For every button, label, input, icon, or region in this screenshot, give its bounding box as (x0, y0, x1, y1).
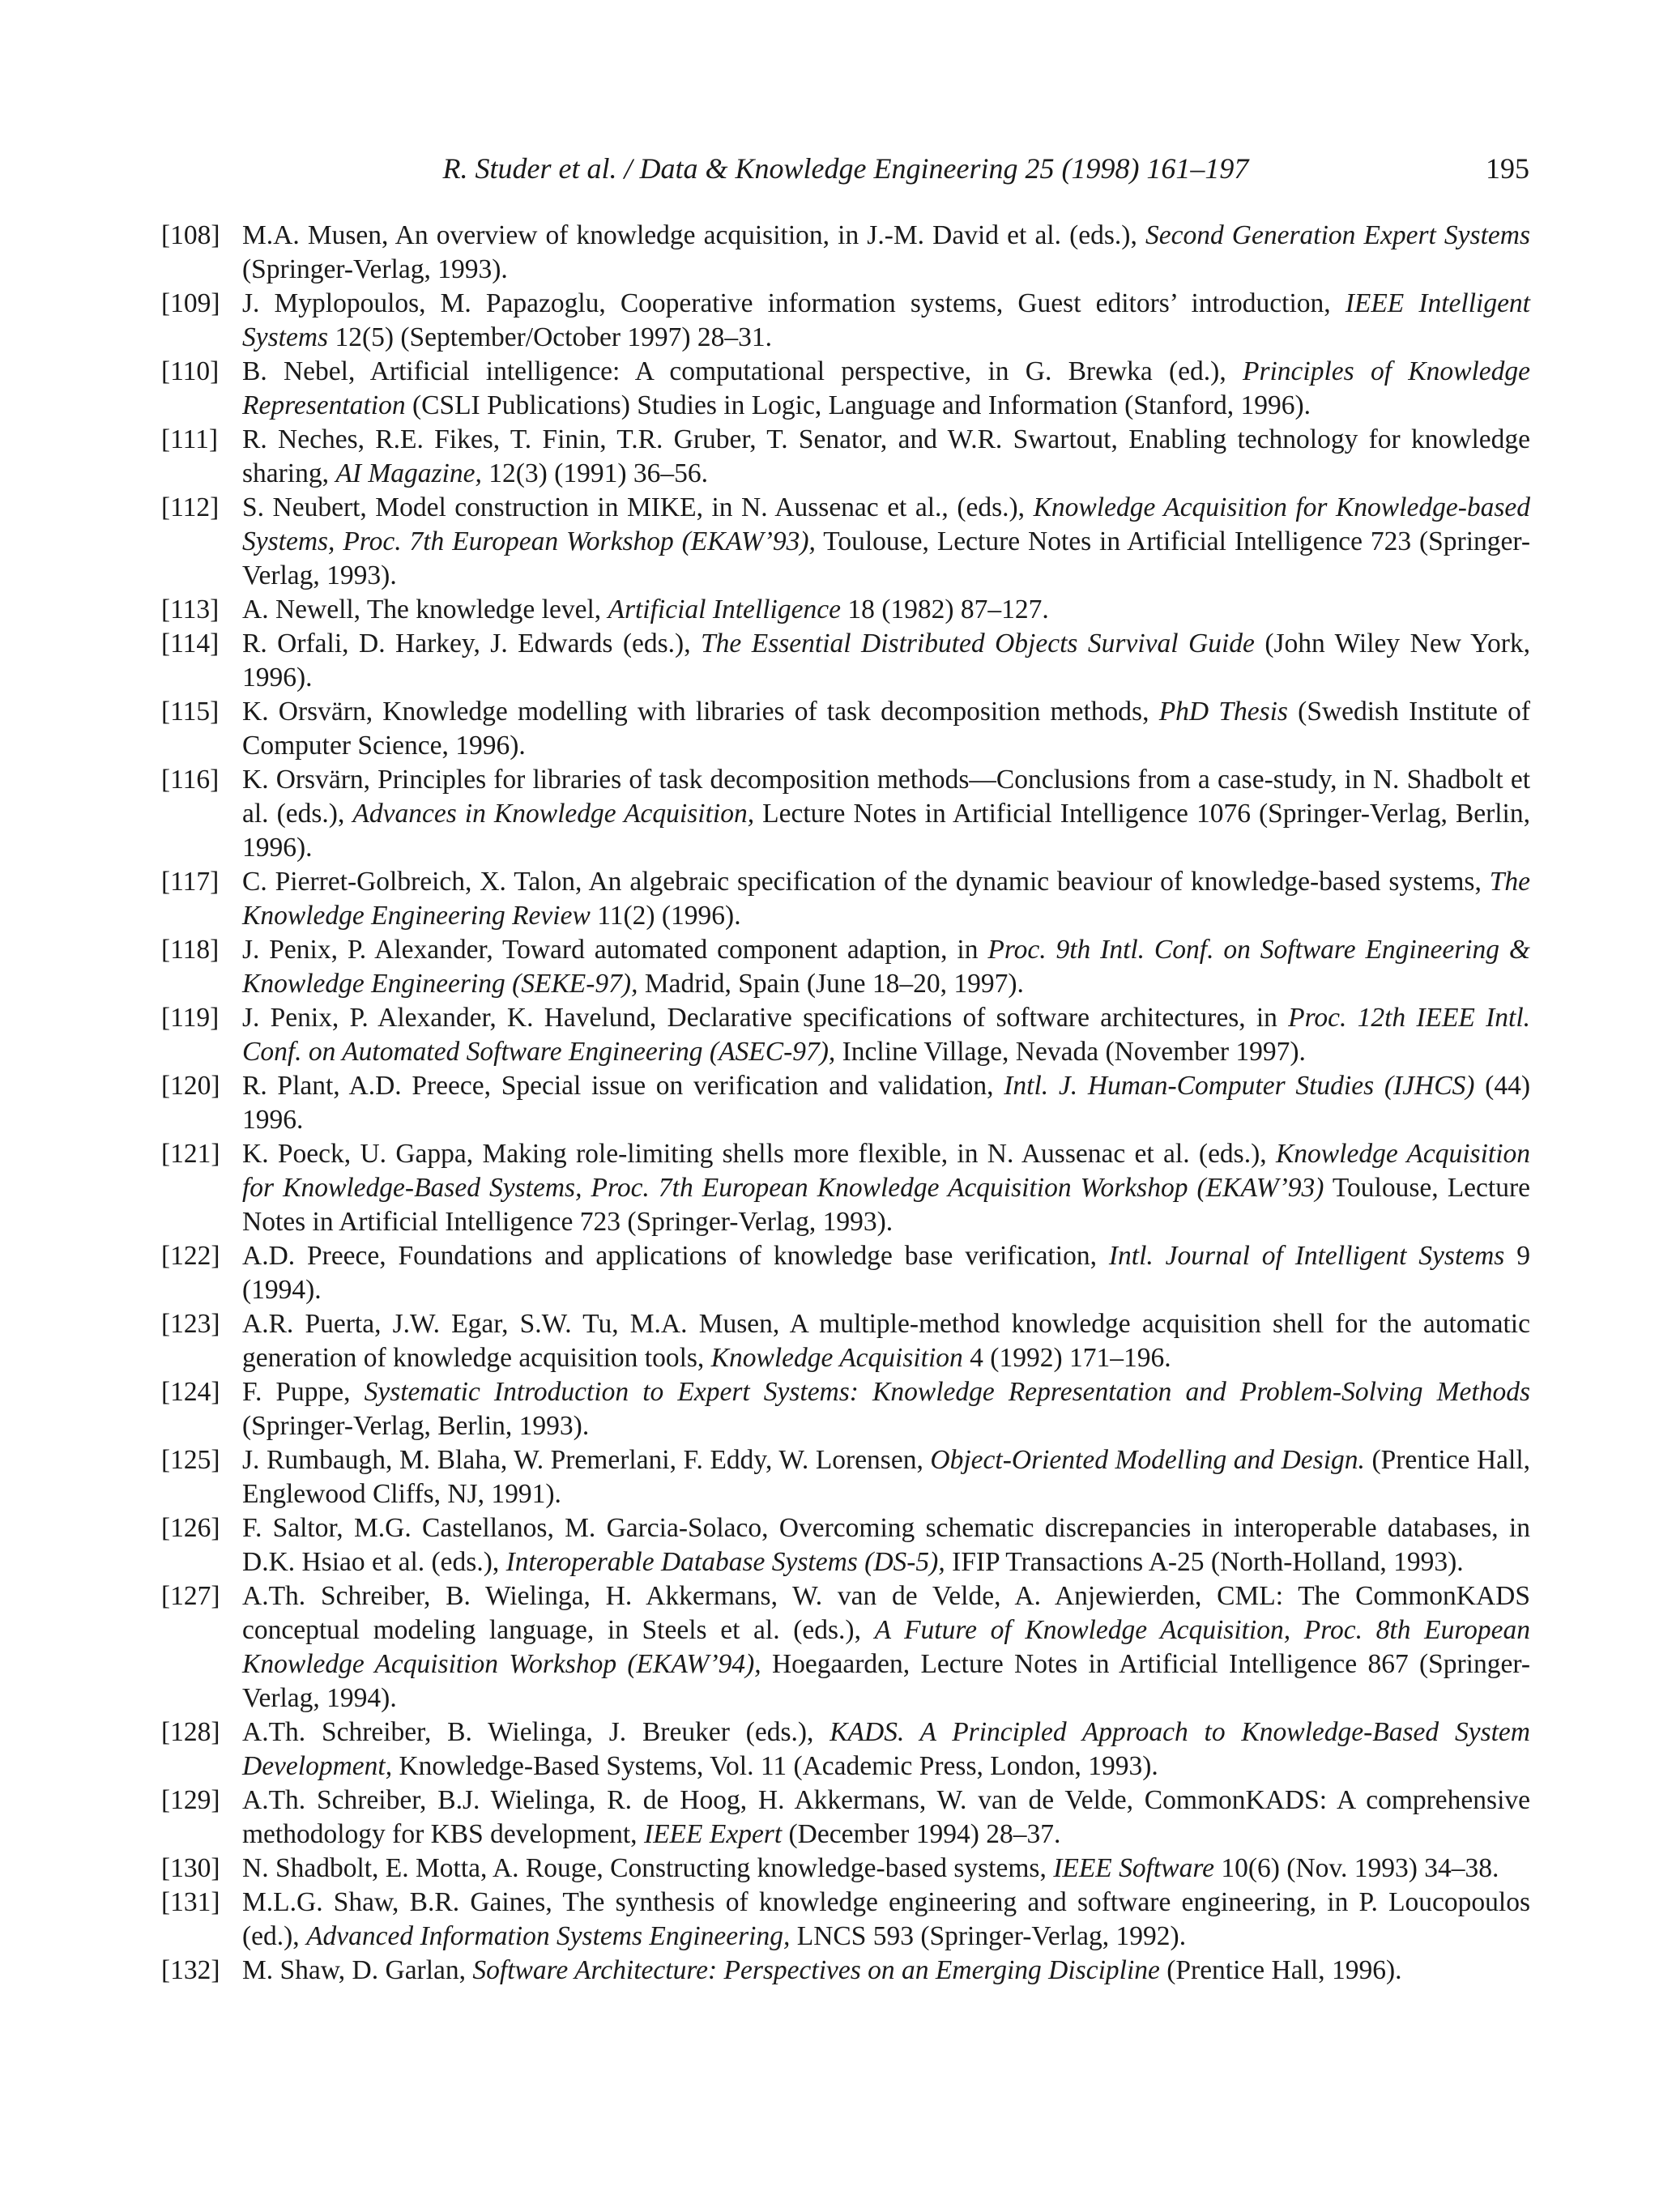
reference-text-run: (CSLI Publications) Studies in Logic, Language and Information (Stanford, 1996). (405, 390, 1311, 420)
reference-text-run: R. Orfali, D. Harkey, J. Edwards (eds.), (242, 629, 702, 658)
reference-number: [118] (161, 935, 220, 965)
reference-number: [124] (161, 1377, 220, 1407)
reference-text (242, 1307, 1530, 1375)
reference-number: [129] (161, 1785, 220, 1815)
reference-text (242, 1239, 1530, 1307)
reference-text-run: A. Newell, The knowledge level, (242, 595, 608, 624)
reference-text-run: F. Saltor, M.G. Castellanos, M. Garcia-Solaco, Overcoming schematic discrepancies in interoperable databases, in D.K. Hsiao et al. (eds.), (242, 1513, 1530, 1577)
reference-text-run: Incline Village, Nevada (November 1997). (835, 1037, 1306, 1067)
reference-text-run: IFIP Transactions A-25 (North-Holland, 1993). (945, 1547, 1464, 1577)
reference-text-run: B. Nebel, Artificial intelligence: A computational perspective, in G. Brewka (ed.), (242, 356, 1243, 386)
reference-item (161, 627, 1530, 695)
reference-title-italic: PhD Thesis (1158, 697, 1288, 727)
reference-item (161, 1375, 1530, 1443)
reference-number: [125] (161, 1445, 220, 1475)
reference-text-run: J. Rumbaugh, M. Blaha, W. Premerlani, F. Eddy, W. Lorensen, (242, 1445, 931, 1475)
reference-text-run: A.R. Puerta, J.W. Egar, S.W. Tu, M.A. Musen, A multiple-method knowledge acquisition shell for the automatic generation of knowledge acquisition tools, (242, 1309, 1530, 1373)
reference-number: [112] (161, 492, 220, 522)
reference-number: [113] (161, 595, 220, 624)
reference-title-italic: Systematic Introduction to Expert Systems: Knowledge Representation and Problem-Solving Methods (364, 1377, 1530, 1407)
reference-number: [108] (161, 220, 220, 250)
reference-item (161, 1443, 1530, 1511)
reference-title-italic: IEEE Intelligent Systems (242, 288, 1530, 352)
reference-text-run: LNCS 593 (Springer-Verlag, 1992). (790, 1921, 1187, 1951)
reference-item (161, 1784, 1530, 1852)
reference-title-italic: Principles of Knowledge Representation (242, 356, 1530, 420)
reference-title-italic: A Future of Knowledge Acquisition, Proc. 8th European Knowledge Acquisition Workshop (EKAW’94), (242, 1615, 1530, 1679)
reference-item (161, 593, 1530, 627)
reference-text (242, 1852, 1530, 1886)
reference-item (161, 1511, 1530, 1579)
reference-text (242, 355, 1530, 423)
reference-title-italic: Interoperable Database Systems (DS-5), (505, 1547, 945, 1577)
reference-text-run: M. Shaw, D. Garlan, (242, 1955, 473, 1985)
reference-text-run: (Prentice Hall, 1996). (1159, 1955, 1402, 1985)
reference-item (161, 1137, 1530, 1239)
reference-text-run: A.Th. Schreiber, B. Wielinga, J. Breuker (eds.), (242, 1717, 830, 1747)
reference-number: [119] (161, 1003, 220, 1033)
reference-title-italic: Proc. 9th Intl. Conf. on Software Engineering & Knowledge Engineering (SEKE-97), (242, 935, 1530, 999)
reference-text (242, 1375, 1530, 1443)
reference-number: [130] (161, 1853, 220, 1883)
reference-item (161, 933, 1530, 1001)
reference-text (242, 423, 1530, 491)
reference-number: [121] (161, 1139, 220, 1169)
reference-text-run: A.D. Preece, Foundations and applications of knowledge base verification, (242, 1241, 1109, 1271)
reference-title-italic: IEEE Software (1053, 1853, 1214, 1883)
reference-text-run: R. Neches, R.E. Fikes, T. Finin, T.R. Gruber, T. Senator, and W.R. Swartout, Enabling technology for knowledge sharing, (242, 424, 1530, 488)
reference-title-italic: The Knowledge Engineering Review (242, 867, 1530, 931)
reference-text (242, 1784, 1530, 1852)
reference-number: [115] (161, 697, 220, 727)
reference-number: [109] (161, 288, 220, 318)
reference-text (242, 627, 1530, 695)
reference-item (161, 219, 1530, 287)
reference-text-run: K. Orsvärn, Principles for libraries of task decomposition methods—Conclusions from a case-study, in N. Shadbolt et al. (eds.), (242, 765, 1530, 829)
reference-text (242, 593, 1530, 627)
reference-number: [128] (161, 1717, 220, 1747)
reference-item (161, 1239, 1530, 1307)
reference-item (161, 763, 1530, 865)
reference-title-italic: Intl. J. Human-Computer Studies (IJHCS) (1004, 1071, 1475, 1101)
reference-text-run: 9 (1994). (242, 1241, 1530, 1305)
running-header (162, 146, 1529, 191)
reference-number: [123] (161, 1309, 220, 1339)
reference-text-run: (Springer-Verlag, Berlin, 1993). (242, 1411, 590, 1441)
reference-title-italic: Software Architecture: Perspectives on an Emerging Discipline (472, 1955, 1160, 1985)
reference-text (242, 865, 1530, 933)
reference-title-italic: Advanced Information Systems Engineering, (306, 1921, 791, 1951)
reference-number: [114] (161, 629, 220, 658)
reference-text-run: 10(6) (Nov. 1993) 34–38. (1214, 1853, 1499, 1883)
reference-item (161, 1852, 1530, 1886)
reference-text-run: (December 1994) 28–37. (782, 1819, 1061, 1849)
reference-text-run: J. Penix, P. Alexander, K. Havelund, Declarative specifications of software architectures, in (242, 1003, 1289, 1033)
reference-item (161, 287, 1530, 355)
reference-title-italic: Artificial Intelligence (608, 595, 841, 624)
reference-number: [117] (161, 867, 220, 897)
reference-text-run: (John Wiley New York, 1996). (242, 629, 1530, 693)
reference-text (242, 933, 1530, 1001)
reference-text-run: F. Puppe, (242, 1377, 365, 1407)
reference-item (161, 491, 1530, 593)
reference-text-run: Toulouse, Lecture Notes in Artificial Intelligence 723 (Springer-Verlag, 1993). (242, 526, 1531, 590)
reference-item (161, 1069, 1530, 1137)
reference-item (161, 423, 1530, 491)
reference-number: [116] (161, 765, 220, 795)
reference-title-italic: Knowledge Acquisition (710, 1343, 963, 1373)
reference-title-italic: Intl. Journal of Intelligent Systems (1108, 1241, 1505, 1271)
reference-text-run: M.L.G. Shaw, B.R. Gaines, The synthesis of knowledge engineering and software engineering, in P. Loucopoulos (ed.), (242, 1887, 1530, 1951)
reference-item (161, 355, 1530, 423)
reference-text-run: 12(3) (1991) 36–56. (481, 458, 708, 488)
reference-title-italic: Proc. 12th IEEE Intl. Conf. on Automated Software Engineering (ASEC-97), (242, 1003, 1531, 1067)
reference-text-run: K. Orsvärn, Knowledge modelling with libraries of task decomposition methods, (242, 697, 1159, 727)
reference-text-run: M.A. Musen, An overview of knowledge acquisition, in J.-M. David et al. (eds.), (242, 220, 1145, 250)
reference-text-run: 11(2) (1996). (590, 901, 741, 931)
reference-title-italic: Knowledge Acquisition for Knowledge-based Systems, Proc. 7th European Workshop (EKAW’93), (242, 492, 1531, 556)
reference-text-run: C. Pierret-Golbreich, X. Talon, An algebraic specification of the dynamic beaviour of knowledge-based systems, (242, 867, 1490, 897)
reference-text (242, 491, 1530, 593)
reference-text (242, 1954, 1530, 1988)
reference-text-run: Hoegaarden, Lecture Notes in Artificial Intelligence 867 (Springer-Verlag, 1994). (242, 1649, 1530, 1713)
reference-item (161, 1307, 1530, 1375)
reference-text (242, 1001, 1530, 1069)
reference-list (161, 219, 1530, 1988)
reference-text-run: (Swedish Institute of Computer Science, 1996). (242, 697, 1531, 761)
reference-item (161, 1001, 1530, 1069)
reference-text-run: (44) 1996. (242, 1071, 1530, 1135)
reference-title-italic: Advances in Knowledge Acquisition, (352, 799, 755, 829)
reference-title-italic: Knowledge Acquisition for Knowledge-Based Systems, Proc. 7th European Knowledge Acquisition Workshop (EKAW’93) (242, 1139, 1530, 1203)
reference-text (242, 1443, 1530, 1511)
reference-title-italic: IEEE Expert (643, 1819, 783, 1849)
reference-item (161, 1886, 1530, 1954)
reference-text-run: R. Plant, A.D. Preece, Special issue on verification and validation, (242, 1071, 1004, 1101)
reference-text-run: A.Th. Schreiber, B.J. Wielinga, R. de Hoog, H. Akkermans, W. van de Velde, CommonKADS: A comprehensive methodology for KBS development, (242, 1785, 1530, 1849)
reference-text-run: J. Penix, P. Alexander, Toward automated component adaption, in (242, 935, 988, 965)
reference-number: [132] (161, 1955, 220, 1985)
reference-title-italic: The Essential Distributed Objects Survival Guide (701, 629, 1255, 658)
reference-item (161, 695, 1530, 763)
page-number: 195 (1486, 152, 1529, 185)
reference-text-run: (Prentice Hall, Englewood Cliffs, NJ, 1991). (242, 1445, 1531, 1509)
reference-text-run: 18 (1982) 87–127. (840, 595, 1049, 624)
reference-text (242, 1579, 1530, 1715)
running-title: R. Studer et al. / Data & Knowledge Engineering 25 (1998) 161–197 (442, 152, 1249, 185)
reference-text (242, 1715, 1530, 1784)
reference-text-run: Madrid, Spain (June 18–20, 1997). (638, 969, 1024, 999)
reference-text-run: (Springer-Verlag, 1993). (242, 254, 508, 284)
reference-text-run: S. Neubert, Model construction in MIKE, in N. Aussenac et al., (eds.), (242, 492, 1034, 522)
reference-item (161, 865, 1530, 933)
reference-text-run: Lecture Notes in Artificial Intelligence 1076 (Springer-Verlag, Berlin, 1996). (242, 799, 1530, 863)
reference-text (242, 287, 1530, 355)
reference-item (161, 1579, 1530, 1715)
reference-text (242, 1137, 1530, 1239)
reference-number: [126] (161, 1513, 220, 1543)
reference-text-run: 4 (1992) 171–196. (962, 1343, 1171, 1373)
reference-title-italic: AI Magazine, (335, 458, 482, 488)
reference-text-run: J. Myplopoulos, M. Papazoglu, Cooperative information systems, Guest editors’ introduction, (242, 288, 1346, 318)
reference-text-run: Knowledge-Based Systems, Vol. 11 (Academic Press, London, 1993). (392, 1751, 1158, 1781)
reference-title-italic: Object-Oriented Modelling and Design. (930, 1445, 1365, 1475)
reference-text (242, 695, 1530, 763)
reference-number: [111] (161, 424, 219, 454)
reference-text-run: 12(5) (September/October 1997) 28–31. (328, 322, 773, 352)
reference-text-run: N. Shadbolt, E. Motta, A. Rouge, Constructing knowledge-based systems, (242, 1853, 1054, 1883)
reference-number: [131] (161, 1887, 220, 1917)
reference-number: [120] (161, 1071, 220, 1101)
reference-text-run: A.Th. Schreiber, B. Wielinga, H. Akkermans, W. van de Velde, A. Anjewierden, CML: The CommonKADS conceptual modeling language, in Steels et al. (eds.), (242, 1581, 1530, 1645)
reference-item (161, 1954, 1530, 1988)
reference-text (242, 1511, 1530, 1579)
reference-title-italic: KADS. A Principled Approach to Knowledge-Based System Development, (242, 1717, 1530, 1781)
reference-text (242, 763, 1530, 865)
reference-number: [110] (161, 356, 220, 386)
reference-title-italic: Second Generation Expert Systems (1145, 220, 1530, 250)
reference-text-run: Toulouse, Lecture Notes in Artificial Intelligence 723 (Springer-Verlag, 1993). (242, 1173, 1531, 1237)
reference-text (242, 1886, 1530, 1954)
reference-text-run: K. Poeck, U. Gappa, Making role-limiting shells more flexible, in N. Aussenac et al. (eds.), (242, 1139, 1276, 1169)
reference-text (242, 219, 1530, 287)
reference-number: [127] (161, 1581, 220, 1611)
reference-text (242, 1069, 1530, 1137)
reference-item (161, 1715, 1530, 1784)
reference-number: [122] (161, 1241, 220, 1271)
